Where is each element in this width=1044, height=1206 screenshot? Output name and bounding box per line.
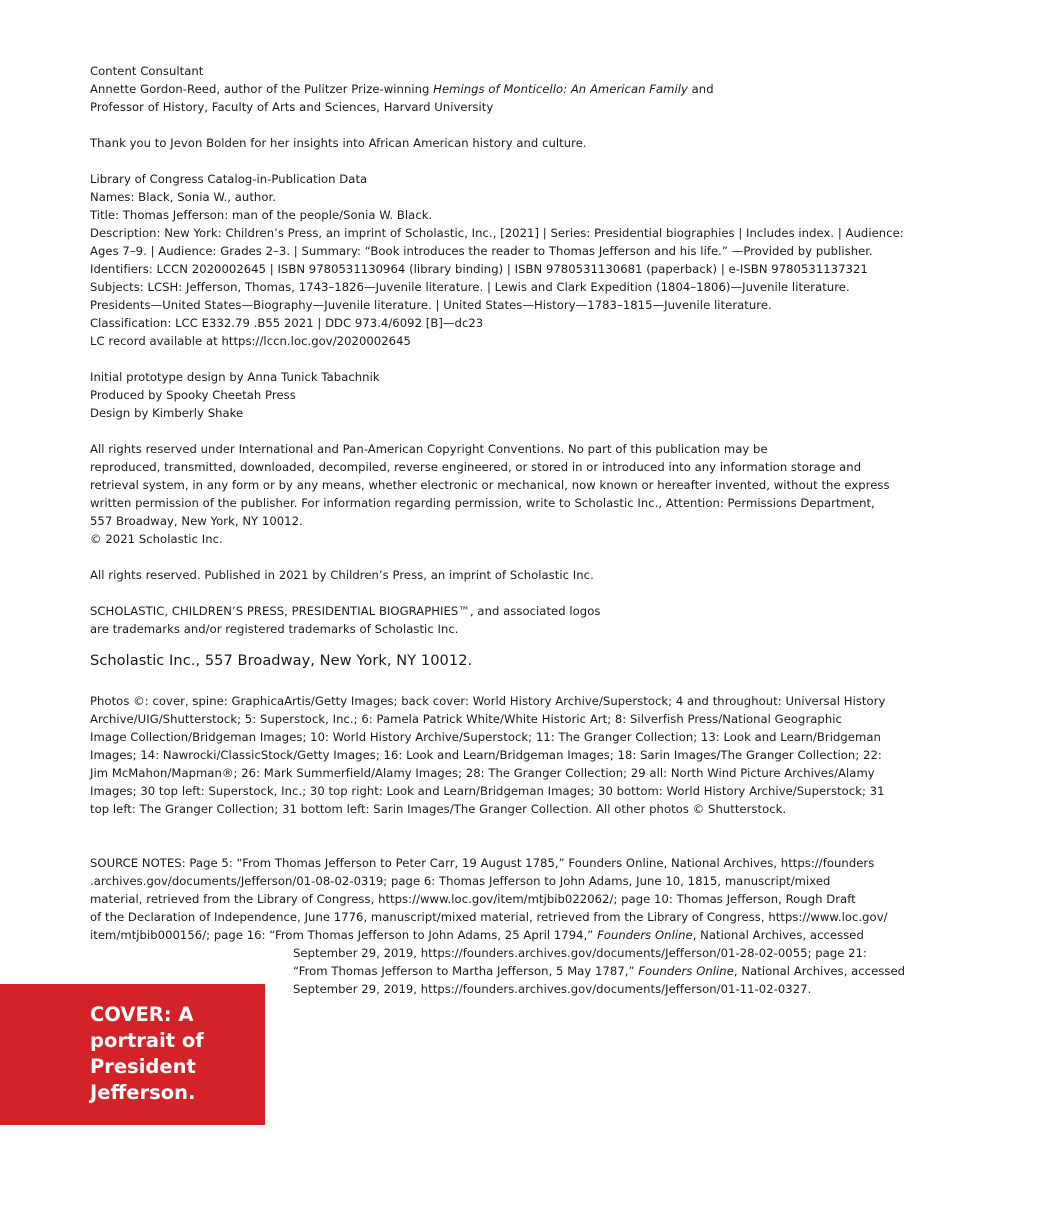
rights-line: 557 Broadway, New York, NY 10012. [90, 514, 303, 528]
rights-line: All rights reserved under International and Pan-American Copyright Conventions. No part of this publication may be [90, 442, 768, 456]
photo-credit-line: Image Collection/Bridgeman Images; 10: World History Archive/Superstock; 11: The Granger Collection; 13: Look and Learn/Bridgeman [90, 730, 881, 744]
source-note-line: material, retrieved from the Library of Congress, https://www.loc.gov/item/mtjbib022062/; page 10: Thomas Jefferson, Rough Draft [90, 892, 856, 906]
cover-caption: COVER: A portrait of President Jefferson. [90, 1003, 204, 1104]
source-note-italic: Founders Online [597, 928, 693, 942]
copyright-page [90, 62, 950, 998]
source-note-line: SOURCE NOTES: Page 5: “From Thomas Jefferson to Peter Carr, 19 August 1785,” Founders Online, National Archives, https://founders [90, 856, 875, 870]
cip-line: Classification: LCC E332.79 .B55 2021 | DDC 973.4/6092 [B]—dc23 [90, 316, 484, 330]
cip-line: Subjects: LCSH: Jefferson, Thomas, 1743–1826—Juvenile literature. | Lewis and Clark Expedition (1804–1806)—Juvenile literature. [90, 280, 850, 294]
source-note-text: “From Thomas Jefferson to Martha Jefferson, 5 May 1787,” [293, 964, 639, 978]
consultant-line-1 [90, 80, 950, 98]
source-note-text-end: , National Archives, accessed [733, 964, 906, 978]
cip-line: Description: New York: Children’s Press, an imprint of Scholastic, Inc., [2021] | Series: Presidential biographies | Includes index. | Audience: [90, 226, 904, 240]
consultant-text-end: and [687, 82, 714, 96]
cip-line: Library of Congress Catalog-in-Publication Data [90, 172, 368, 186]
credit-line: Design by Kimberly Shake [90, 406, 244, 420]
photo-credit-line: Archive/UIG/Shutterstock; 5: Superstock, Inc.; 6: Pamela Patrick White/White Historic Art; 8: Silverfish Press/National Geographic [90, 712, 842, 726]
cip-line: Title: Thomas Jefferson: man of the people/Sonia W. Black. [90, 208, 433, 222]
photo-credit-line: top left: The Granger Collection; 31 bottom left: Sarin Images/The Granger Collection. All other photos © Shutterstock. [90, 802, 787, 816]
cip-line: Names: Black, Sonia W., author. [90, 190, 276, 204]
source-note-text: item/mtjbib000156/; page 16: “From Thomas Jefferson to John Adams, 25 April 1794,” [90, 928, 598, 942]
rights-line: retrieval system, in any form or by any means, whether electronic or mechanical, now known or hereafter invented, without the express [90, 478, 890, 492]
credit-line: Produced by Spooky Cheetah Press [90, 388, 296, 402]
cip-line: Identifiers: LCCN 2020002645 | ISBN 9780531130964 (library binding) | ISBN 9780531130681 (paperback) | e-ISBN 9780531137321 [90, 262, 868, 276]
source-note-line: of the Declaration of Independence, June 1776, manuscript/mixed material, retrieved from the Library of Congress, https://www.loc.gov/ [90, 910, 888, 924]
photo-credit-line: Images; 14: Nawrocki/ClassicStock/Getty Images; 16: Look and Learn/Bridgeman Images; 18: Sarin Images/The Granger Collection; 22: [90, 748, 882, 762]
source-note-line: .archives.gov/documents/Jefferson/01-08-02-0319; page 6: Thomas Jefferson to John Adams, June 10, 1815, manuscript/mixed [90, 874, 831, 888]
source-note-line: September 29, 2019, https://founders.archives.gov/documents/Jefferson/01-28-02-0055; page 21: [293, 946, 867, 960]
cip-line: LC record available at https://lccn.loc.gov/2020002645 [90, 334, 411, 348]
consultant-heading: Content Consultant [90, 64, 204, 78]
consultant-text: Annette Gordon-Reed, author of the Pulitzer Prize-winning [90, 82, 434, 96]
published-line: All rights reserved. Published in 2021 by Children’s Press, an imprint of Scholastic Inc. [90, 568, 594, 582]
photo-credit-line: Jim McMahon/Mapman®; 26: Mark Summerfield/Alamy Images; 28: The Granger Collection; 29 all: North Wind Picture Archives/Alamy [90, 766, 875, 780]
cover-caption-box [0, 984, 265, 1125]
cip-line: Ages 7–9. | Audience: Grades 2–3. | Summary: “Book introduces the reader to Thomas Jefferson and his life.” —Provided by publisher. [90, 244, 873, 258]
consultant-line-2: Professor of History, Faculty of Arts and Sciences, Harvard University [90, 100, 494, 114]
source-note-line: September 29, 2019, https://founders.archives.gov/documents/Jefferson/01-11-02-0327. [293, 982, 812, 996]
cip-line: Presidents—United States—Biography—Juvenile literature. | United States—History—1783–1815—Juvenile literature. [90, 298, 772, 312]
rights-line: written permission of the publisher. For information regarding permission, write to Scholastic Inc., Attention: Permissions Department, [90, 496, 875, 510]
rights-line: © 2021 Scholastic Inc. [90, 532, 223, 546]
trademark-line: SCHOLASTIC, CHILDREN’S PRESS, PRESIDENTIAL BIOGRAPHIES™, and associated logos [90, 604, 601, 618]
source-note-text-end: , National Archives, accessed [692, 928, 864, 942]
source-note-line [90, 962, 950, 980]
thanks-line: Thank you to Jevon Bolden for her insights into African American history and culture. [90, 136, 587, 150]
photo-credit-line: Photos ©: cover, spine: GraphicaArtis/Getty Images; back cover: World History Archive/Superstock; 4 and throughout: Universal History [90, 694, 886, 708]
photo-credit-line: Images; 30 top left: Superstock, Inc.; 30 top right: Look and Learn/Bridgeman Images; 30 bottom: World History Archive/Superstock; 31 [90, 784, 885, 798]
consultant-book-title: Hemings of Monticello: An American Family [433, 82, 688, 96]
source-note-italic: Founders Online [638, 964, 734, 978]
trademark-line: are trademarks and/or registered trademarks of Scholastic Inc. [90, 622, 459, 636]
publisher-address: Scholastic Inc., 557 Broadway, New York, NY 10012. [90, 652, 473, 669]
credit-line: Initial prototype design by Anna Tunick Tabachnik [90, 370, 380, 384]
source-note-line [90, 926, 950, 944]
rights-line: reproduced, transmitted, downloaded, decompiled, reverse engineered, or stored in or introduced into any information storage and [90, 460, 862, 474]
